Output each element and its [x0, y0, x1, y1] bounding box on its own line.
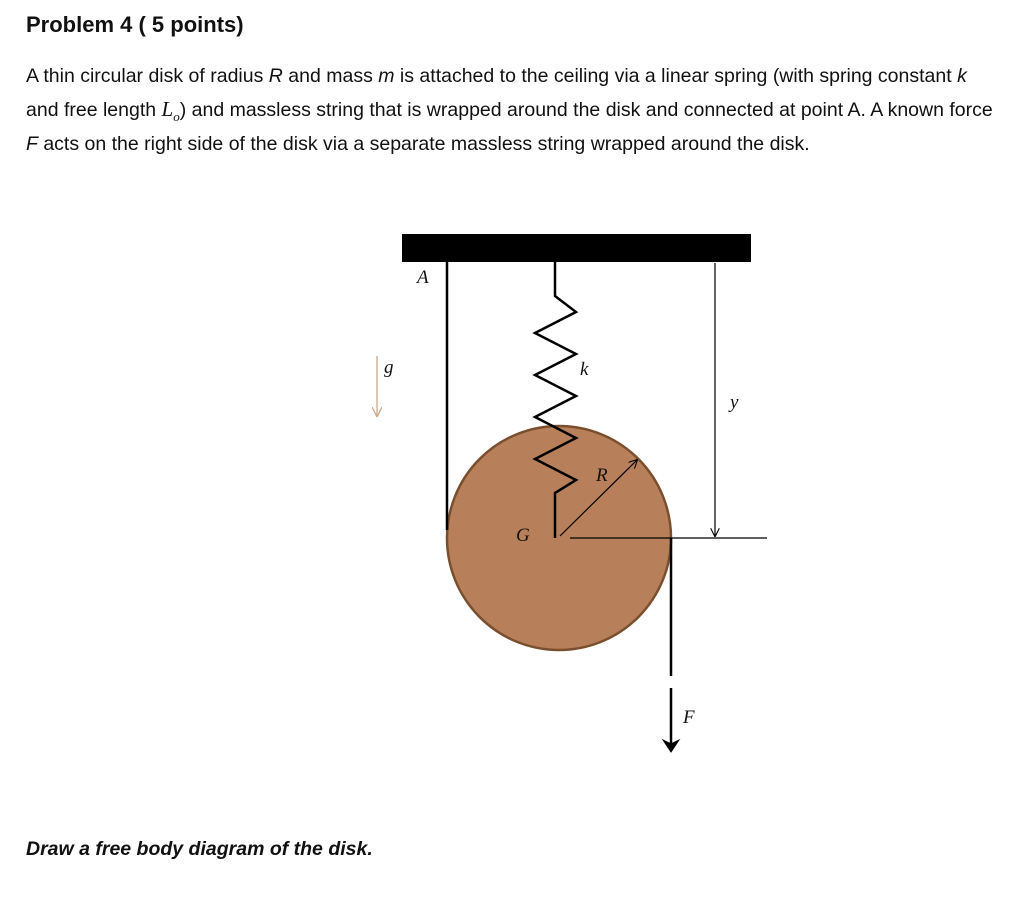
var-free-length-subscript: o [173, 109, 180, 124]
instruction: Draw a free body diagram of the disk. [26, 838, 373, 860]
var-radius: R [268, 65, 283, 87]
label-k: k [580, 359, 589, 380]
label-y: y [730, 392, 739, 413]
ceiling [402, 234, 751, 262]
var-spring-constant: k [957, 65, 967, 87]
statement-text-3: is attached to the ceiling via a linear spring (with spring constant [394, 65, 958, 87]
statement-text-4: and free length [26, 99, 162, 121]
statement-text-6: acts on the right side of the disk via a separate massless string wrapped around the disk. [37, 133, 810, 155]
var-force: F [26, 133, 38, 155]
statement-text-2: and mass [282, 65, 379, 87]
label-g: g [384, 357, 394, 378]
var-free-length: L [161, 97, 174, 121]
label-r: R [596, 465, 608, 486]
label-f: F [683, 707, 695, 728]
label-a: A [417, 267, 429, 288]
problem-title: Problem 4 ( 5 points) [26, 12, 244, 37]
statement-text-1: A thin circular disk of radius [26, 65, 269, 87]
statement-text-5: ) and massless string that is wrapped around the disk and connected at point A. A known force [179, 99, 993, 121]
label-g-center: G [516, 525, 530, 546]
var-mass: m [378, 65, 395, 87]
